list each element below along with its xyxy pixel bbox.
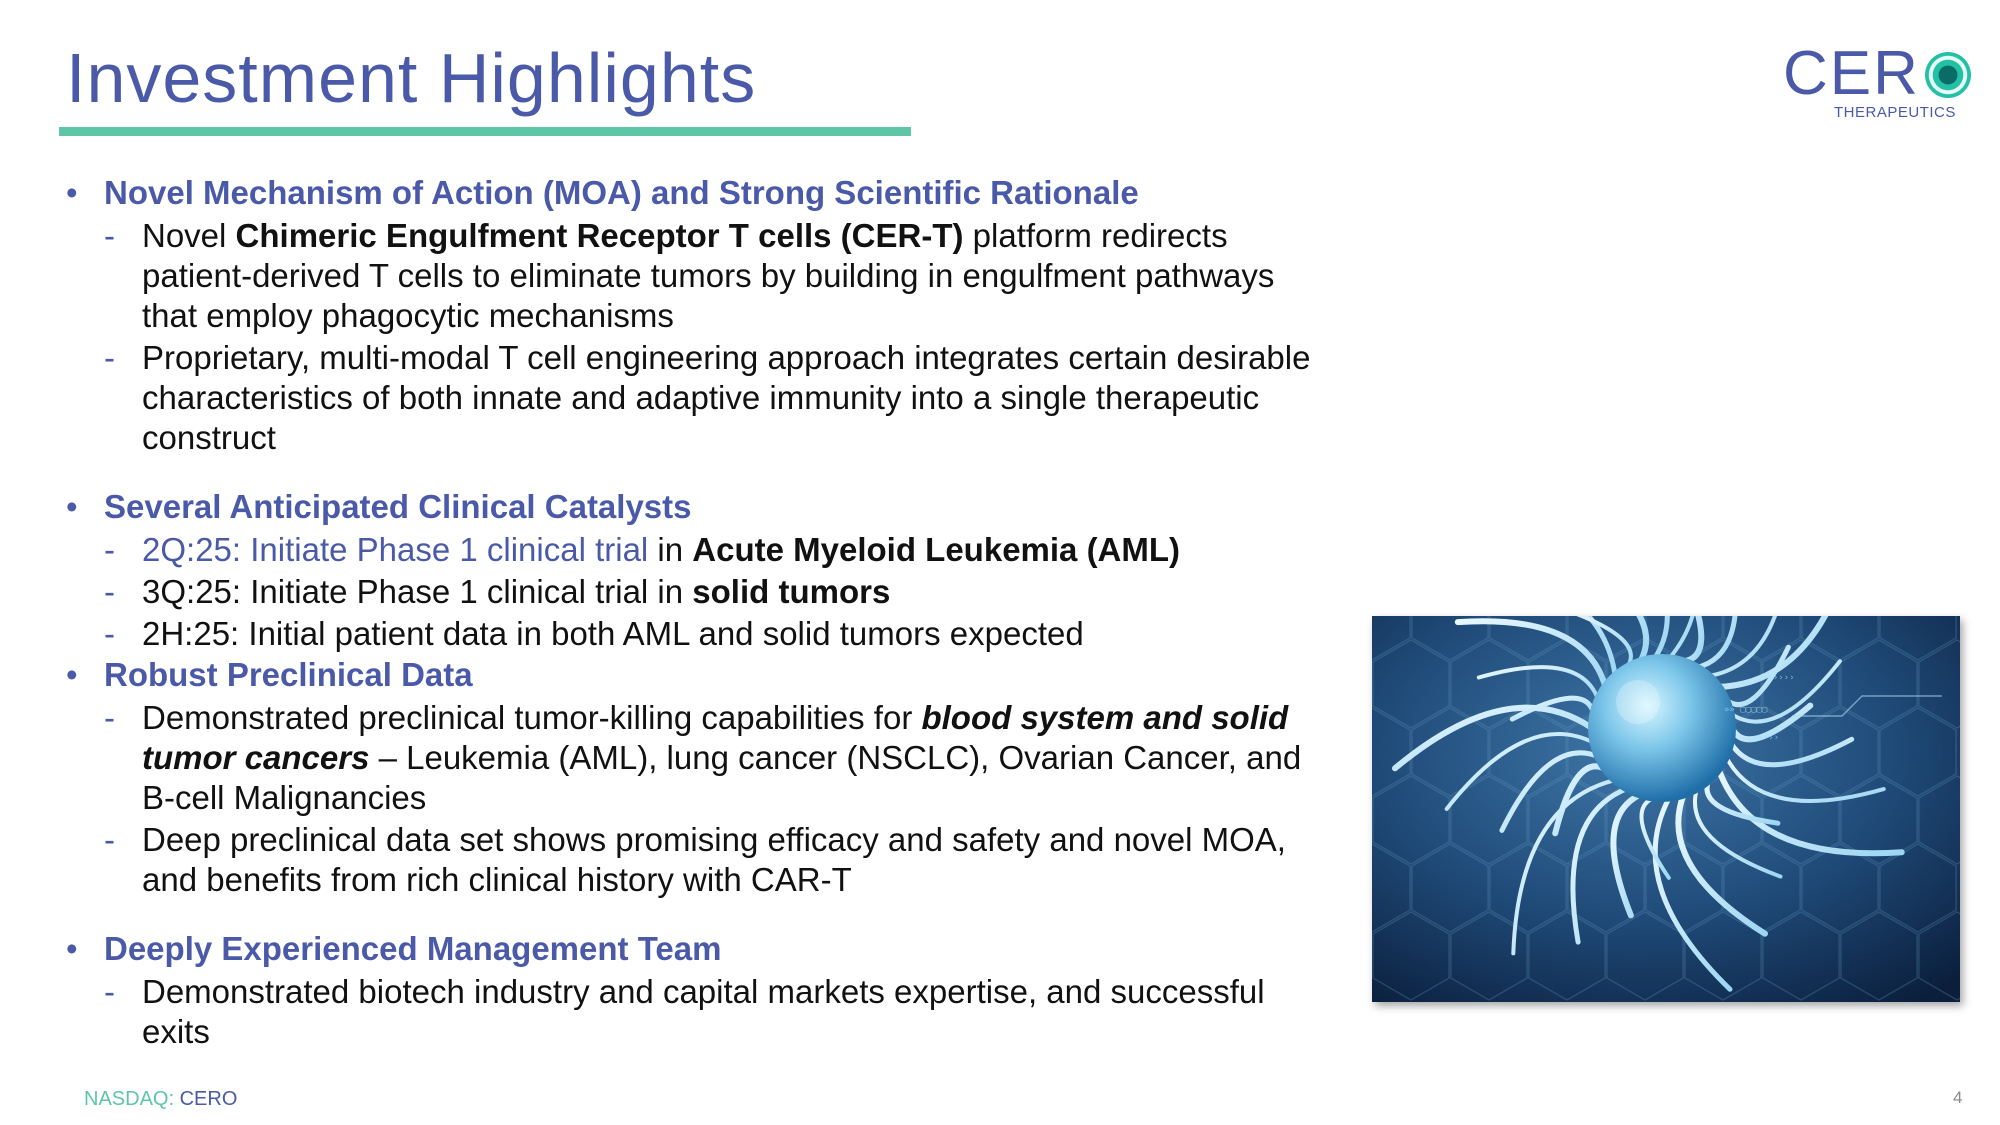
section-heading [66, 928, 1326, 970]
highlights-list [66, 172, 1326, 1052]
highlight-section [66, 172, 1326, 458]
sub-bullet-text: blood system and solid tumor cancers [142, 699, 1289, 776]
sub-bullet-text: Demonstrated biotech industry and capital markets expertise, and successful exits [142, 973, 1265, 1050]
sub-bullet-text: 2H:25: Initial patient data in both AML and solid tumors expected [142, 615, 1084, 652]
sub-bullet [66, 614, 1326, 654]
section-heading-text: Several Anticipated Clinical Catalysts [104, 488, 692, 525]
sub-bullet [66, 972, 1326, 1052]
dash-marker-icon: - [104, 531, 115, 568]
logo-subtitle: THERAPEUTICS [1834, 104, 1956, 121]
section-spacer [66, 900, 1326, 928]
dash-marker-icon: - [104, 615, 115, 652]
bullet-dot-icon: • [66, 488, 78, 525]
sub-bullet-text: 3Q:25: Initiate Phase 1 clinical trial in [142, 573, 693, 610]
dash-marker-icon: - [104, 699, 115, 736]
dash-marker-icon: - [104, 821, 115, 858]
sub-bullet-text: in [648, 531, 693, 568]
section-heading-text: Robust Preclinical Data [104, 656, 473, 693]
sub-bullet [66, 216, 1326, 336]
section-heading [66, 654, 1326, 696]
footer-ticker [84, 1088, 237, 1111]
highlight-section [66, 486, 1326, 654]
slide-title: Investment Highlights [66, 39, 757, 117]
sub-bullet [66, 698, 1326, 818]
section-heading [66, 172, 1326, 214]
highlight-section [66, 928, 1326, 1052]
page-number: 4 [1953, 1088, 1963, 1107]
svg-text:›››››: ››››› [1752, 733, 1780, 743]
section-heading [66, 486, 1326, 528]
title-underline [59, 127, 911, 136]
sub-bullet-text: Proprietary, multi-modal T cell engineering approach integrates certain desirable characteristics of both innate and adaptive immunity into a single therapeutic construct [142, 339, 1311, 456]
svg-text:››››››: ›››››› [1762, 673, 1795, 683]
section-heading-text: Deeply Experienced Management Team [104, 930, 722, 967]
section-spacer [66, 458, 1326, 486]
logo-o-circle-icon [1925, 52, 1971, 98]
sub-bullet-text: Acute Myeloid Leukemia (AML) [692, 531, 1181, 568]
bullet-dot-icon: • [66, 656, 78, 693]
sub-bullet [66, 572, 1326, 612]
logo-wordmark: CER [1783, 39, 1920, 108]
dash-marker-icon: - [104, 573, 115, 610]
sub-bullet [66, 338, 1326, 458]
bullet-dot-icon: • [66, 930, 78, 967]
sub-bullet-text: 2Q:25: Initiate Phase 1 clinical trial [142, 531, 649, 568]
sub-bullet [66, 820, 1326, 900]
highlight-section [66, 654, 1326, 900]
sub-bullet-text: Chimeric Engulfment Receptor T cells (CER-T) [235, 217, 964, 254]
t-cell-illustration-image [1372, 616, 1960, 1002]
bullet-dot-icon: • [66, 174, 78, 211]
ticker-label: NASDAQ: [84, 1088, 175, 1110]
dash-marker-icon: - [104, 973, 115, 1010]
dash-marker-icon: - [104, 217, 115, 254]
company-logo [1783, 40, 1963, 120]
sub-bullet-text: solid tumors [692, 573, 891, 610]
dash-marker-icon: - [104, 339, 115, 376]
t-cell-illustration-icon [1372, 616, 1960, 1002]
sub-bullet-text: Novel [142, 217, 236, 254]
section-heading-text: Novel Mechanism of Action (MOA) and Strong Scientific Rationale [104, 174, 1139, 211]
svg-text:»» ▢▢▢▢▢: »» ▢▢▢▢▢ [1724, 705, 1768, 715]
sub-bullet-text: Deep preclinical data set shows promising efficacy and safety and novel MOA, and benefits from rich clinical history with CAR-T [142, 821, 1286, 898]
sub-bullet [66, 530, 1326, 570]
ticker-symbol: CERO [179, 1088, 238, 1110]
sub-bullet-text: – Leukemia (AML), lung cancer (NSCLC), Ovarian Cancer, and B-cell Malignancies [142, 739, 1302, 816]
sub-bullet-text: Demonstrated preclinical tumor-killing capabilities for [142, 699, 922, 736]
sub-bullet-text: platform redirects patient-derived T cells to eliminate tumors by building in engulfment pathways that employ phagocytic mechanisms [142, 217, 1275, 334]
